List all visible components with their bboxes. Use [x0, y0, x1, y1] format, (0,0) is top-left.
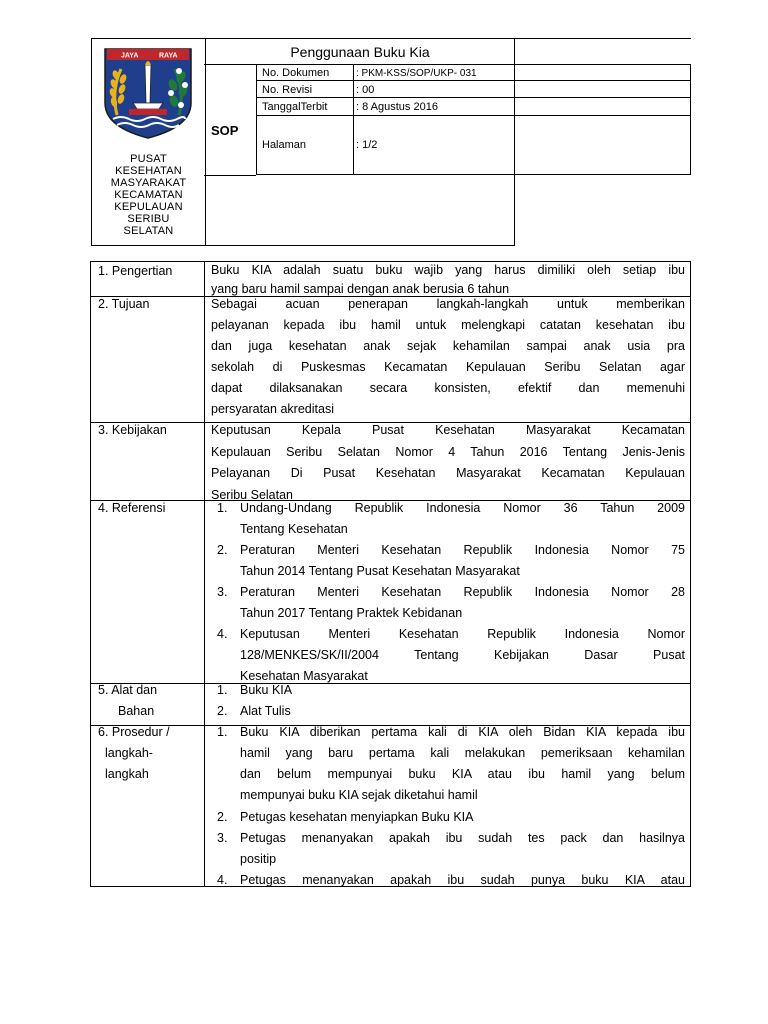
text-line: dapat dilaksanakan secara konsisten, efektif dan memenuhi	[211, 381, 685, 395]
meta-label-halaman: Halaman	[262, 139, 307, 151]
org-line: KESEHATAN	[115, 165, 182, 177]
item-number: 2.	[217, 810, 228, 824]
text-line: Keputusan Menteri Kesehatan Republik Indonesia Nomor	[240, 627, 685, 641]
org-line: PUSAT	[130, 153, 167, 165]
label-line: langkah-	[105, 746, 153, 760]
text-line: Kesehatan Masyarakat	[240, 669, 368, 683]
item-number: 1.	[217, 725, 228, 739]
logo-cell	[92, 39, 206, 245]
label-line: Bahan	[118, 704, 155, 718]
prosedur-item	[217, 722, 685, 806]
organization-name	[92, 153, 205, 237]
item-number: 1.	[217, 683, 228, 697]
text-line: Seribu Selatan	[211, 487, 294, 502]
text-line: Tahun 2014 Tentang Pusat Kesehatan Masyarakat	[240, 564, 520, 578]
prosedur-item	[217, 807, 685, 828]
section-label-prosedur	[98, 722, 170, 785]
text-line: Petugas menanyakan apakah ibu sudah tes pack dan hasilnya	[240, 831, 685, 845]
alat-item	[217, 701, 685, 722]
text-line: positip	[240, 852, 277, 866]
text-line: Alat Tulis	[240, 704, 291, 718]
meta-value-revisi: : 00	[356, 84, 375, 96]
item-number: 2.	[217, 704, 228, 718]
text-line: yang baru hamil sampai dengan anak berusia 6 tahun	[211, 282, 510, 296]
text-line: Peraturan Menteri Kesehatan Republik Indonesia Nomor 28	[240, 585, 685, 599]
item-number: 4.	[217, 873, 228, 887]
org-line: SERIBU	[127, 213, 170, 225]
org-line: SELATAN	[123, 225, 174, 237]
meta-row-divider	[256, 97, 691, 98]
sop-label: SOP	[211, 123, 239, 138]
sop-cell-top-border	[204, 64, 256, 65]
meta-value-dokumen: : PKM-KSS/SOP/UKP- 031	[356, 68, 477, 79]
section-label-referensi: 4. Referensi	[98, 501, 166, 515]
section-label-alat	[98, 680, 157, 722]
referensi-item	[217, 624, 685, 687]
text-line: Buku KIA diberikan pertama kali di KIA oleh Bidan KIA kepada ibu	[240, 725, 685, 739]
org-line: KECAMATAN	[114, 189, 183, 201]
prosedur-item	[217, 828, 685, 870]
text-line: Kepulauan Seribu Selatan Nomor 4 Tahun 2016 Tentang Jenis-Jenis	[211, 444, 685, 459]
label-column-divider	[204, 261, 205, 887]
text-line: 128/MENKES/SK/II/2004 Tentang Kebijakan Dasar Pusat	[240, 648, 685, 662]
section-label-pengertian: 1. Pengertian	[98, 264, 173, 278]
meta-label-dokumen: No. Dokumen	[262, 67, 330, 79]
text-line: Peraturan Menteri Kesehatan Republik Indonesia Nomor 75	[240, 543, 685, 557]
alat-item	[217, 680, 685, 701]
referensi-item	[217, 582, 685, 624]
meta-label-revisi: No. Revisi	[262, 84, 313, 96]
sop-cell-bottom-border	[204, 175, 256, 176]
text-line: pelayanan kepada ibu hamil untuk melengkapi catatan kesehatan ibu	[211, 318, 685, 332]
text-line: Buku KIA adalah suatu buku wajib yang harus dimiliki oleh setiap ibu	[211, 263, 685, 277]
text-line: dan juga kesehatan anak sejak kehamilan sampai anak usia pra	[211, 339, 685, 353]
text-line: sekolah di Puskesmas Kecamatan Kepulauan Seribu Selatan agar	[211, 360, 685, 374]
meta-row-divider	[256, 115, 691, 116]
label-line: 6. Prosedur /	[98, 725, 170, 739]
text-line: Keputusan Kepala Pusat Kesehatan Masyarakat Kecamatan	[211, 423, 685, 437]
referensi-item	[217, 540, 685, 582]
org-line: MASYARAKAT	[110, 177, 187, 189]
item-number: 1.	[217, 501, 228, 515]
referensi-item	[217, 498, 685, 540]
logo-text-right: RAYA	[159, 52, 178, 60]
text-line: hamil yang baru pertama kali melakukan pemeriksaan kehamilan	[240, 746, 685, 760]
jakarta-emblem-icon	[101, 43, 195, 141]
meta-value-tanggal: : 8 Agustus 2016	[356, 101, 438, 113]
text-line: Sebagai acuan penerapan langkah-langkah untuk memberikan	[211, 297, 685, 311]
text-line: Petugas menanyakan apakah ibu sudah punya buku KIA atau	[240, 873, 685, 887]
text-line: mempunyai buku KIA sejak diketahui hamil	[240, 788, 478, 802]
text-line: Buku KIA	[240, 683, 293, 697]
meta-value-halaman: : 1/2	[356, 139, 378, 151]
section-text-tujuan	[211, 294, 685, 420]
section-label-kebijakan: 3. Kebijakan	[98, 423, 167, 437]
logo-text-left: JAYA	[121, 52, 139, 60]
label-line: 5. Alat dan	[98, 683, 158, 697]
text-line: persyaratan akreditasi	[211, 402, 334, 416]
text-line: dan belum mempunyai buku KIA atau ibu hamil yang belum	[240, 767, 685, 781]
text-line: Tahun 2017 Tentang Praktek Kebidanan	[240, 606, 463, 620]
section-label-tujuan: 2. Tujuan	[98, 297, 150, 311]
text-line: Tentang Kesehatan	[240, 522, 348, 536]
org-line: KEPULAUAN	[114, 201, 183, 213]
text-line: Pelayanan Di Pusat Kesehatan Masyarakat Kecamatan Kepulauan	[211, 466, 685, 480]
item-number: 4.	[217, 627, 228, 641]
label-line: langkah	[105, 767, 149, 781]
title-row-top-border	[515, 38, 691, 39]
meta-label-tanggal: TanggalTerbit	[262, 101, 328, 113]
text-line: Petugas kesehatan menyiapkan Buku KIA	[240, 810, 474, 824]
meta-row-divider	[256, 80, 691, 81]
section-text-kebijakan	[211, 420, 685, 506]
document-title: Penggunaan Buku Kia	[290, 44, 430, 60]
item-number: 3.	[217, 831, 228, 845]
item-number: 3.	[217, 585, 228, 599]
text-line: Undang-Undang Republik Indonesia Nomor 36 Tahun 2009	[240, 501, 685, 515]
prosedur-item	[217, 870, 685, 891]
item-number: 2.	[217, 543, 228, 557]
